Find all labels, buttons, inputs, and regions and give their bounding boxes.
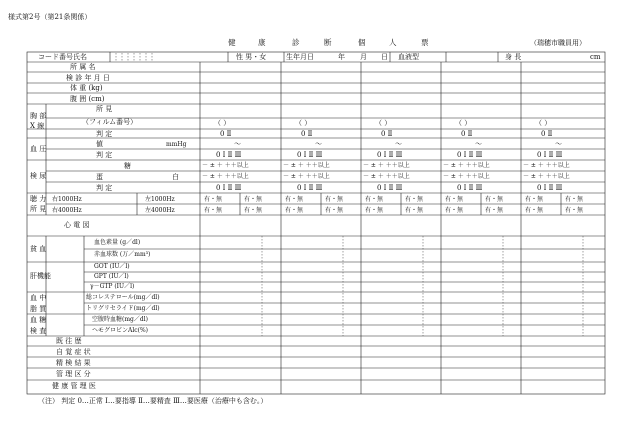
dept-label: 所 属 名 bbox=[70, 63, 96, 71]
hba1c-label: ヘモグロビンAlc(%) bbox=[92, 327, 148, 334]
urine-judgement-options: 0 Ⅰ Ⅱ Ⅲ bbox=[377, 184, 403, 192]
hearing-r4000-options: 有・無 bbox=[445, 207, 464, 214]
l4000-label: 左4000Hz bbox=[145, 207, 175, 214]
hearing-l4000-options: 有・無 bbox=[325, 207, 344, 214]
gpt-label: GPT (IU／l) bbox=[94, 273, 129, 280]
urine-protein-scale: － ± ＋ ＋＋以上 bbox=[523, 173, 570, 180]
form-number: 様式第2号（第21条関係） bbox=[8, 13, 92, 21]
l1000-label: 左1000Hz bbox=[145, 196, 175, 203]
management-label: 管 理 区 分 bbox=[56, 370, 91, 378]
month-label: 月 bbox=[360, 53, 367, 61]
ecg-label: 心 電 図 bbox=[64, 221, 90, 229]
urine-sugar-scale: － ± ＋ ＋＋以上 bbox=[443, 162, 490, 169]
hearing-l4000-options: 有・無 bbox=[485, 207, 504, 214]
xray-judgement-options: 0 Ⅱ bbox=[301, 130, 313, 138]
bp-judgement-options: 0 Ⅰ Ⅱ Ⅲ bbox=[537, 151, 563, 159]
urine-protein-scale: － ± ＋ ＋＋以上 bbox=[363, 173, 410, 180]
exam-result-label: 精 検 結 果 bbox=[56, 359, 91, 367]
xray-judgement-options: 0 Ⅱ bbox=[220, 130, 232, 138]
symptoms-label: 自 覚 症 状 bbox=[56, 348, 91, 356]
rbc-label: 赤血球数 (万／mm³) bbox=[94, 251, 151, 258]
urine-judgement-options: 0 Ⅰ Ⅱ Ⅲ bbox=[216, 184, 242, 192]
hearing-r4000-options: 有・無 bbox=[365, 207, 384, 214]
fasting-glucose-label: 空腹時血糖(mg／dl) bbox=[92, 316, 148, 323]
exam-date-label: 検 診 年 月 日 bbox=[66, 74, 110, 82]
title-char-7: 票 bbox=[421, 38, 429, 47]
blood-type-label: 血液型 bbox=[398, 53, 419, 61]
liver-label: 肝機能 bbox=[30, 272, 51, 280]
bp-range-separator: 〜 bbox=[395, 140, 402, 148]
weight-label: 体 重 (kg) bbox=[70, 84, 103, 92]
doctor-label: 健 康 管 理 医 bbox=[52, 382, 96, 390]
hearing-l1000-options: 有・無 bbox=[405, 196, 424, 203]
urine-protein-label-1: 蛋 bbox=[96, 173, 103, 181]
hearing-l4000-options: 有・無 bbox=[565, 207, 584, 214]
blood-lipid-label-1: 血 中 bbox=[30, 294, 47, 302]
title-char-6: 人 bbox=[389, 38, 397, 47]
chest-label: 胸 部 bbox=[30, 112, 47, 120]
film-number-field: （ ） bbox=[375, 119, 392, 127]
hearing-r4000-options: 有・無 bbox=[204, 207, 223, 214]
urine-sugar-scale: － ± ＋ ＋＋以上 bbox=[363, 162, 410, 169]
hearing-l1000-options: 有・無 bbox=[325, 196, 344, 203]
urine-protein-scale: － ± ＋ ＋＋以上 bbox=[202, 173, 249, 180]
urine-sugar-scale: － ± ＋ ＋＋以上 bbox=[523, 162, 570, 169]
hearing-l1000-options: 有・無 bbox=[485, 196, 504, 203]
hearing-r1000-options: 有・無 bbox=[525, 196, 544, 203]
title-char-2: 康 bbox=[258, 38, 266, 47]
bp-value-label: 値 bbox=[96, 140, 103, 148]
urine-sugar-scale: － ± ＋ ＋＋以上 bbox=[202, 162, 249, 169]
r1000-label: 右1000Hz bbox=[52, 196, 82, 203]
title-char-1: 健 bbox=[228, 38, 236, 47]
bp-judgement-options: 0 Ⅰ Ⅱ Ⅲ bbox=[457, 151, 483, 159]
film-number-label: （フィルム番号） bbox=[82, 118, 138, 126]
hearing-r1000-options: 有・無 bbox=[365, 196, 384, 203]
hearing-l4000-options: 有・無 bbox=[244, 207, 263, 214]
triglyceride-label: トリグリセライド(mg／dl) bbox=[86, 305, 160, 312]
urine-protein-scale: － ± ＋ ＋＋以上 bbox=[283, 173, 330, 180]
bp-label: 血 圧 bbox=[30, 145, 47, 153]
urine-protein-label-2: 白 bbox=[172, 173, 179, 181]
code-name-label: コード番号氏名 bbox=[38, 53, 87, 61]
bp-judgement-options: 0 Ⅰ Ⅱ Ⅲ bbox=[297, 151, 323, 159]
hearing-findings-label: 所 見 bbox=[30, 205, 47, 213]
film-number-field: （ ） bbox=[295, 119, 312, 127]
waist-label: 腹 囲 (cm) bbox=[70, 95, 105, 103]
urine-judgement-label: 判 定 bbox=[96, 184, 113, 192]
xray-judgement-options: 0 Ⅱ bbox=[461, 130, 473, 138]
film-number-field: （ ） bbox=[535, 119, 552, 127]
hb-label: 血色素量 (g／dl) bbox=[94, 239, 141, 246]
bp-judgement-label: 判 定 bbox=[96, 151, 113, 159]
urine-judgement-options: 0 Ⅰ Ⅱ Ⅲ bbox=[457, 184, 483, 192]
urine-protein-scale: － ± ＋ ＋＋以上 bbox=[443, 173, 490, 180]
birth-label: 生年月日 bbox=[286, 53, 314, 61]
xray-judgement-label: 判 定 bbox=[96, 130, 113, 138]
film-number-field: （ ） bbox=[455, 119, 472, 127]
bp-range-separator: 〜 bbox=[315, 140, 322, 148]
history-label: 既 往 歴 bbox=[56, 337, 82, 345]
hearing-label: 聴 力 bbox=[30, 195, 47, 203]
hearing-r1000-options: 有・無 bbox=[445, 196, 464, 203]
issuer-label: （瑞穂市職員用） bbox=[530, 39, 586, 47]
urine-judgement-options: 0 Ⅰ Ⅱ Ⅲ bbox=[297, 184, 323, 192]
height-unit: cm bbox=[590, 53, 601, 61]
ggtp-label: γ－GTP (IU／l) bbox=[90, 283, 135, 290]
day-label: 日 bbox=[381, 53, 388, 61]
r4000-label: 右4000Hz bbox=[52, 207, 82, 214]
urine-sugar-label: 糖 bbox=[124, 162, 131, 170]
hearing-r4000-options: 有・無 bbox=[525, 207, 544, 214]
bp-judgement-options: 0 Ⅰ Ⅱ Ⅲ bbox=[216, 151, 242, 159]
blood-lipid-label-2: 脂 質 bbox=[30, 305, 47, 313]
cholesterol-label: 総コレステロール(mg／dl) bbox=[86, 294, 160, 301]
year-label: 年 bbox=[338, 53, 345, 61]
bp-judgement-options: 0 Ⅰ Ⅱ Ⅲ bbox=[377, 151, 403, 159]
hearing-r1000-options: 有・無 bbox=[204, 196, 223, 203]
sex-label: 性 男・女 bbox=[236, 53, 267, 61]
xray-label: X 線 bbox=[30, 122, 45, 130]
urine-sugar-scale: － ± ＋ ＋＋以上 bbox=[283, 162, 330, 169]
bp-range-separator: 〜 bbox=[234, 140, 241, 148]
urine-label: 検 尿 bbox=[30, 172, 47, 180]
blood-sugar-label-2: 検 査 bbox=[30, 327, 47, 335]
bp-range-separator: 〜 bbox=[475, 140, 482, 148]
xray-judgement-options: 0 Ⅱ bbox=[541, 130, 553, 138]
film-number-field: （ ） bbox=[214, 119, 231, 127]
hearing-l1000-options: 有・無 bbox=[244, 196, 263, 203]
footer-note: （注） 判定 0…正常 Ⅰ…要指導 Ⅱ…要精査 Ⅲ…要医療（治療中も含む。） bbox=[38, 397, 268, 405]
findings-label: 所 見 bbox=[96, 105, 113, 113]
height-label: 身 長 bbox=[505, 53, 522, 61]
hearing-l4000-options: 有・無 bbox=[405, 207, 424, 214]
hearing-r4000-options: 有・無 bbox=[285, 207, 304, 214]
xray-judgement-options: 0 Ⅱ bbox=[381, 130, 393, 138]
bp-unit: mmHg bbox=[166, 141, 187, 148]
urine-judgement-options: 0 Ⅰ Ⅱ Ⅲ bbox=[537, 184, 563, 192]
title-char-3: 診 bbox=[292, 38, 300, 47]
anemia-label: 貧 血 bbox=[30, 245, 47, 253]
hearing-r1000-options: 有・無 bbox=[285, 196, 304, 203]
blood-sugar-label-1: 血 糖 bbox=[30, 316, 47, 324]
got-label: GOT (IU／l) bbox=[94, 263, 130, 270]
title-char-4: 断 bbox=[324, 38, 332, 47]
title-char-5: 個 bbox=[358, 38, 366, 47]
bp-range-separator: 〜 bbox=[555, 140, 562, 148]
hearing-l1000-options: 有・無 bbox=[565, 196, 584, 203]
